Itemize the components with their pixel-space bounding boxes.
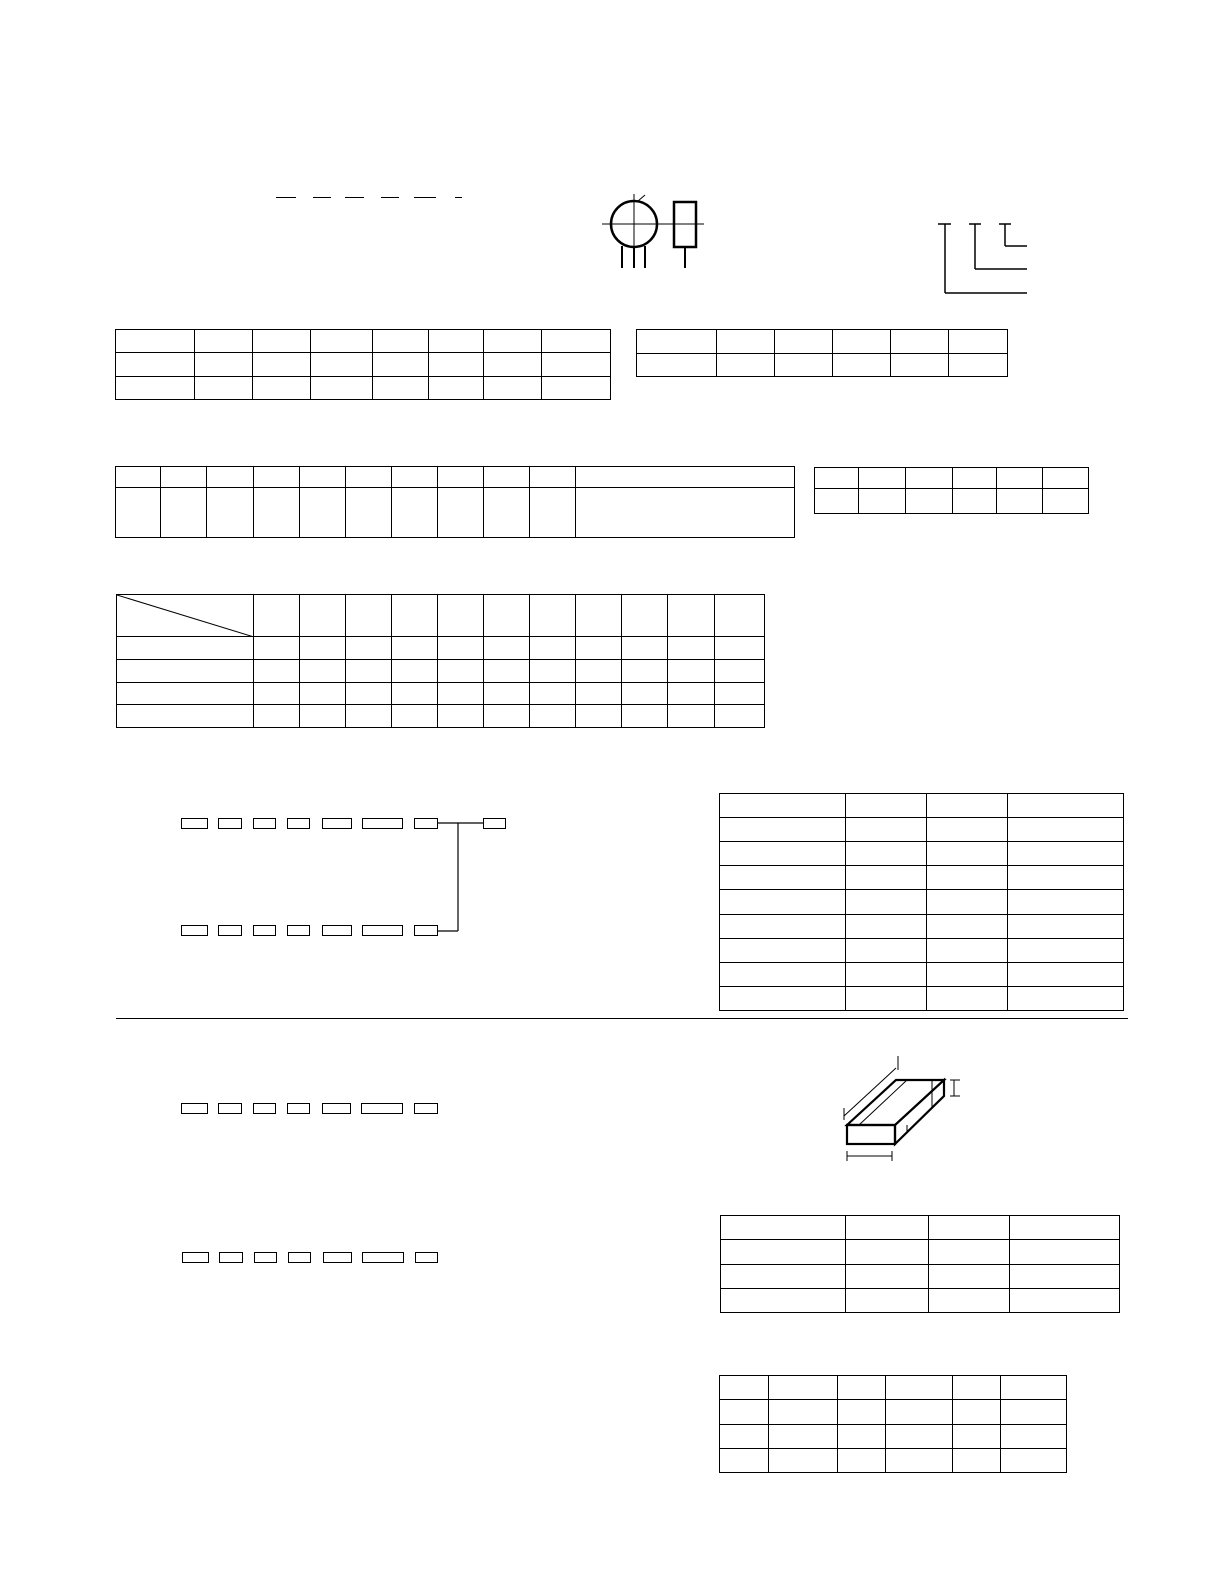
table-row [720,1400,1067,1424]
code-box [414,925,438,936]
table-row [117,682,765,705]
table-row [116,488,795,538]
table-row [720,1376,1067,1400]
table-row [721,1288,1120,1312]
table-row [637,353,1008,377]
table-row [815,489,1089,514]
code-box [362,925,403,936]
code-box [362,818,403,829]
table-row [815,468,1089,489]
code-box [362,1252,404,1263]
code-connector-lines [436,815,486,940]
code-box [414,1103,438,1114]
radial-capacitor-outline-icon [598,190,710,272]
code-box [181,1103,208,1114]
table-row [721,1216,1120,1240]
table-row [117,637,765,660]
code-box [483,818,506,829]
code-box [361,1103,403,1114]
rated-values-table-a [115,329,611,400]
diagonal-header-cell [117,595,254,637]
code-box [182,1252,209,1263]
diagonal-header-table [116,594,765,728]
table-row [637,330,1008,354]
table-row [721,1264,1120,1288]
dimension-table [720,1215,1120,1313]
chip-component-3d-icon [838,1050,968,1165]
table-row [116,330,611,353]
table-row [117,595,765,637]
code-box [253,1103,276,1114]
code-box [219,1252,243,1263]
table-row [117,659,765,682]
code-box [322,818,352,829]
table-row [116,376,611,399]
table-row [720,1448,1067,1472]
codes-small-table [814,467,1089,514]
code-box [218,818,242,829]
table-row [720,890,1124,914]
table-row [720,794,1124,818]
code-box [254,1252,277,1263]
table-row [720,938,1124,962]
table-row [721,1240,1120,1264]
code-box [218,1103,242,1114]
rated-values-table-b [636,329,1008,377]
table-row [720,986,1124,1010]
code-box [414,818,438,829]
code-box [181,925,208,936]
table-row [720,866,1124,890]
code-box [287,818,310,829]
table-row [720,1424,1067,1448]
code-box [287,1103,310,1114]
code-box [218,925,242,936]
table-row [720,818,1124,842]
table-row [720,962,1124,986]
code-box [322,1103,351,1114]
table-row [720,842,1124,866]
code-box [287,925,310,936]
section-divider [116,1018,1128,1019]
code-box [288,1252,311,1263]
table-row [117,705,765,728]
code-box [322,925,352,936]
code-box [323,1252,352,1263]
code-box [253,925,276,936]
table-row [116,353,611,376]
code-box [253,818,276,829]
ordering-table [719,793,1124,1011]
characteristics-table [115,466,795,538]
marking-code-bracket-icon [935,218,1035,300]
code-box [181,818,208,829]
table-row [116,467,795,488]
table-row [720,914,1124,938]
packing-table [719,1375,1067,1473]
code-box [415,1252,438,1263]
